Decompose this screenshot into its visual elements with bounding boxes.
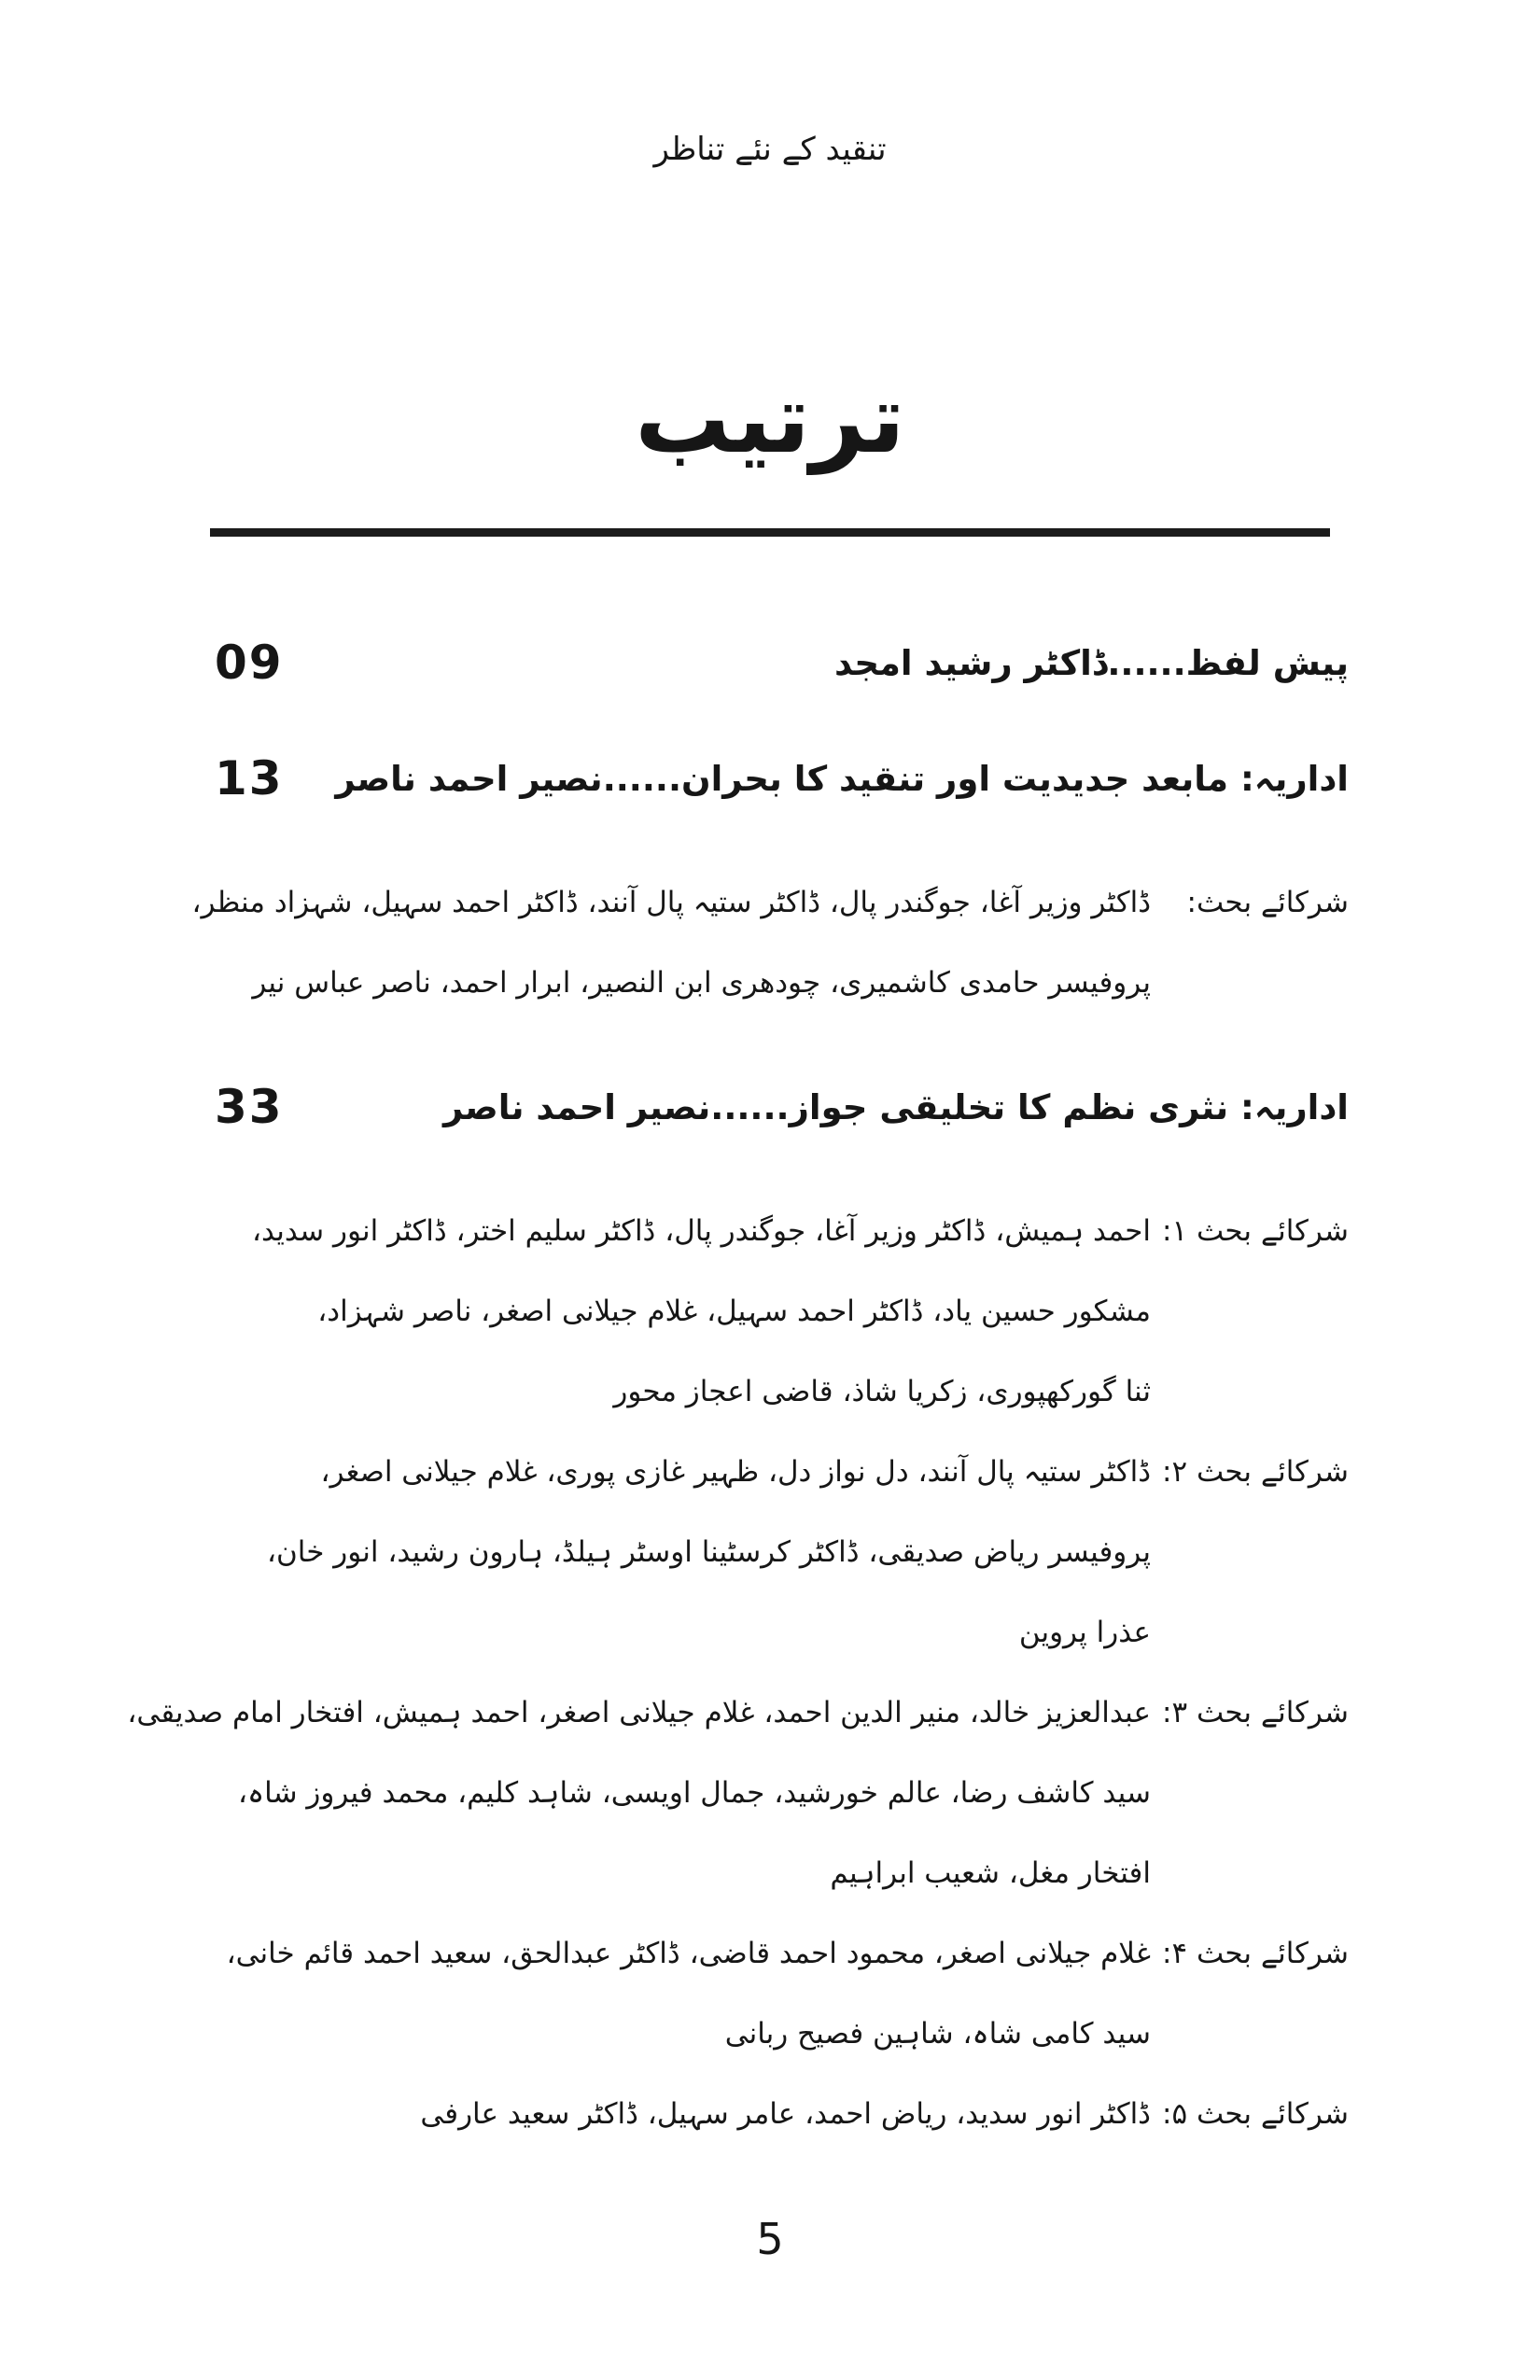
discussion-section-2 [215, 1432, 1349, 1673]
discussion-section-3 [127, 1673, 1349, 1913]
participants-line: ڈاکٹر انور سدید، ریاض احمد، عامر سہیل، ڈاکٹر سعید عارفی [420, 2097, 1151, 2131]
entry-page-number: 13 [215, 751, 284, 805]
participants-line: مشکور حسین یاد، ڈاکٹر احمد سہیل، غلام جیلانی اصغر، ناصر شہزاد، [317, 1295, 1151, 1328]
discussion-participants [191, 862, 1151, 1023]
discussion-label: شرکائے بحث ۴: [1162, 1937, 1349, 1970]
entry-page-number: 09 [215, 636, 284, 690]
participants-line: سید کامی شاہ، شاہین فصیح ربانی [724, 2017, 1151, 2051]
discussion-participants [215, 1913, 1151, 2074]
discussion-label: شرکائے بحث ۳: [1162, 1696, 1349, 1729]
discussion-section-1 [215, 1191, 1349, 1432]
participants-line: عذرا پروین [1018, 1616, 1151, 1649]
participants-line: ڈاکٹر ستیہ پال آنند، دل نواز دل، ظہیر غازی پوری، غلام جیلانی اصغر، [320, 1455, 1151, 1489]
participants-line: پروفیسر ریاض صدیقی، ڈاکٹر کرسٹینا اوسٹر ہیلڈ، ہارون رشید، انور خان، [267, 1535, 1151, 1569]
discussion-section-4 [215, 1913, 1349, 2074]
discussion-participants [215, 2074, 1151, 2154]
discussion-section-0 [191, 862, 1349, 1023]
discussion-section-5 [215, 2074, 1349, 2154]
entry-title: اداریہ: مابعد جدیدیت اور تنقید کا بحران......نصیر احمد ناصر [335, 758, 1349, 799]
discussion-participants [127, 1673, 1151, 1913]
discussion-participants [215, 1432, 1151, 1673]
discussion-label: شرکائے بحث: [1186, 886, 1349, 919]
toc-entry-editorial-1 [215, 732, 1349, 825]
discussion-label: شرکائے بحث ۲: [1162, 1455, 1349, 1489]
footer-page-number: 5 [756, 2214, 784, 2264]
participants-line: غلام جیلانی اصغر، محمود احمد قاضی، ڈاکٹر عبدالحق، سعید احمد قائم خانی، [226, 1937, 1151, 1970]
participants-line: ثنا گورکھپوری، زکریا شاذ، قاضی اعجاز محور [613, 1375, 1151, 1408]
participants-line: احمد ہمیش، ڈاکٹر وزیر آغا، جوگندر پال، ڈاکٹر سلیم اختر، ڈاکٹر انور سدید، [251, 1214, 1151, 1248]
participants-line: سید کاشف رضا، عالم خورشید، جمال اویسی، شاہد کلیم، محمد فیروز شاہ، [237, 1776, 1151, 1810]
toc-entry-preface [215, 616, 1349, 709]
entry-title: اداریہ: نثری نظم کا تخلیقی جواز......نصیر احمد ناصر [442, 1086, 1349, 1127]
entry-page-number: 33 [215, 1080, 284, 1134]
toc-entry-editorial-2 [215, 1060, 1349, 1154]
table-of-contents [127, 616, 1349, 2154]
page-title: ترتیب [635, 364, 905, 475]
participants-line: ڈاکٹر وزیر آغا، جوگندر پال، ڈاکٹر ستیہ پال آنند، ڈاکٹر احمد سہیل، شہزاد منظر، [191, 886, 1151, 919]
discussion-participants [215, 1191, 1151, 1432]
participants-line: عبدالعزیز خالد، منیر الدین احمد، غلام جیلانی اصغر، احمد ہمیش، افتخار امام صدیقی، [127, 1696, 1151, 1729]
title-rule [210, 528, 1330, 537]
discussion-label: شرکائے بحث ۱: [1162, 1214, 1349, 1248]
participants-line: افتخار مغل، شعیب ابراہیم [830, 1856, 1151, 1890]
entry-title: پیش لفظ......ڈاکٹر رشید امجد [833, 642, 1349, 683]
running-head: تنقید کے نئے تناظر [653, 131, 887, 168]
discussion-label: شرکائے بحث ۵: [1162, 2097, 1349, 2131]
participants-line: پروفیسر حامدی کاشمیری، چودھری ابن النصیر، ابرار احمد، ناصر عباس نیر [252, 966, 1151, 1000]
